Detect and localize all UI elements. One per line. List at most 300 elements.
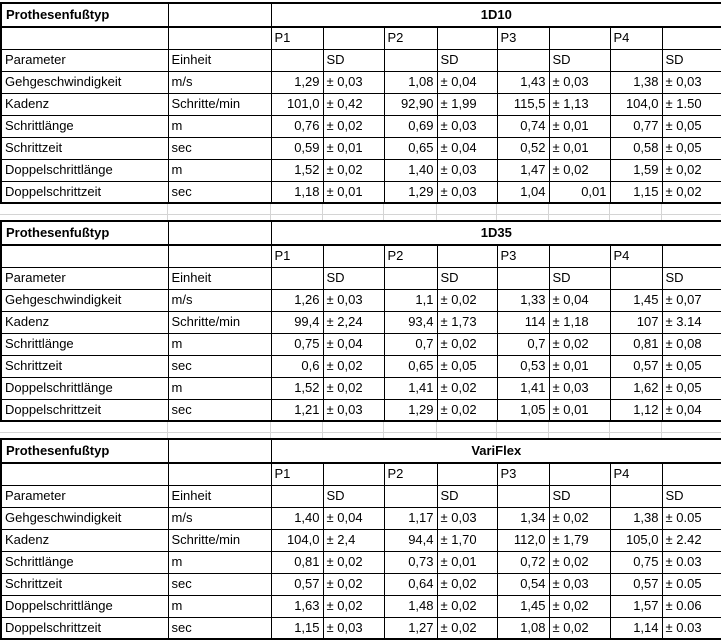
value-cell: 114 <box>497 311 549 333</box>
value-cell: 1,57 <box>610 595 662 617</box>
gridline <box>436 422 437 438</box>
parameter-header-label: Parameter <box>1 485 168 507</box>
participant-label: P3 <box>497 245 549 267</box>
sd-cell: ± 0,02 <box>437 399 497 421</box>
value-cell: 1,27 <box>384 617 437 639</box>
parameter-name: Kadenz <box>1 529 168 551</box>
sd-cell: ± 0,02 <box>323 551 384 573</box>
parameter-name: Kadenz <box>1 311 168 333</box>
table-row <box>1 507 721 529</box>
sd-cell: ± 0,08 <box>662 333 721 355</box>
value-cell: 105,0 <box>610 529 662 551</box>
empty-cell <box>323 27 384 49</box>
table-row <box>1 289 721 311</box>
sd-header-label: SD <box>549 49 610 71</box>
gridline <box>270 204 271 220</box>
table-row-participants <box>1 27 721 49</box>
sd-header-label: SD <box>662 485 721 507</box>
sd-header-label: SD <box>323 49 384 71</box>
sd-cell: ± 0,01 <box>323 137 384 159</box>
sd-cell: ± 2.42 <box>662 529 721 551</box>
table-row-header <box>1 221 721 245</box>
sd-cell: ± 0,03 <box>323 71 384 93</box>
unit-value: m <box>168 115 271 137</box>
sd-cell: ± 0,02 <box>323 595 384 617</box>
sd-header-label: SD <box>437 49 497 71</box>
value-cell: 0,65 <box>384 355 437 377</box>
gridline <box>167 422 168 438</box>
sd-header-label: SD <box>662 267 721 289</box>
empty-cell <box>437 245 497 267</box>
sd-cell: 0,01 <box>549 181 610 203</box>
sd-cell: ± 0,03 <box>549 377 610 399</box>
value-cell: 107 <box>610 311 662 333</box>
value-cell: 0,75 <box>610 551 662 573</box>
sd-cell: ± 0,07 <box>662 289 721 311</box>
parameter-header-label: Parameter <box>1 267 168 289</box>
sd-cell: ± 0,04 <box>662 399 721 421</box>
table-row <box>1 311 721 333</box>
empty-cell <box>168 245 271 267</box>
value-cell: 1,52 <box>271 159 323 181</box>
table-row <box>1 137 721 159</box>
value-cell: 0,7 <box>497 333 549 355</box>
sd-cell: ± 1,18 <box>549 311 610 333</box>
sd-cell: ± 0,03 <box>437 507 497 529</box>
value-cell: 104,0 <box>610 93 662 115</box>
sd-cell: ± 0,01 <box>549 137 610 159</box>
participant-label: P4 <box>610 27 662 49</box>
unit-value: m <box>168 377 271 399</box>
value-cell: 1,45 <box>497 595 549 617</box>
value-cell: 104,0 <box>271 529 323 551</box>
value-cell: 1,15 <box>271 617 323 639</box>
empty-cell <box>549 245 610 267</box>
value-cell: 0,69 <box>384 115 437 137</box>
gridline <box>609 204 610 220</box>
parameter-name: Schrittlänge <box>1 551 168 573</box>
parameter-name: Doppelschrittzeit <box>1 181 168 203</box>
sd-cell: ± 0,03 <box>323 399 384 421</box>
value-cell: 0,81 <box>610 333 662 355</box>
gridline <box>383 204 384 220</box>
parameter-name: Schrittzeit <box>1 573 168 595</box>
sd-cell: ± 0.03 <box>662 551 721 573</box>
empty-cell <box>662 463 721 485</box>
foot-type-header-label: Prothesenfußtyp <box>1 3 168 27</box>
sd-cell: ± 0,02 <box>662 181 721 203</box>
parameter-name: Doppelschrittlänge <box>1 159 168 181</box>
sd-cell: ± 0,02 <box>323 115 384 137</box>
parameter-name: Doppelschrittlänge <box>1 377 168 399</box>
value-cell: 0,74 <box>497 115 549 137</box>
value-cell: 1,48 <box>384 595 437 617</box>
table-row <box>1 573 721 595</box>
sd-cell: ± 0,02 <box>549 333 610 355</box>
empty-cell <box>437 463 497 485</box>
sd-cell: ± 0,04 <box>437 137 497 159</box>
value-cell: 0,57 <box>271 573 323 595</box>
gridline <box>496 422 497 438</box>
unit-value: sec <box>168 617 271 639</box>
sd-cell: ± 0,05 <box>662 137 721 159</box>
empty-cell <box>323 245 384 267</box>
sd-header-label: SD <box>549 267 610 289</box>
parameter-name: Kadenz <box>1 93 168 115</box>
value-cell: 1,29 <box>384 399 437 421</box>
sd-cell: ± 0,03 <box>549 573 610 595</box>
parameter-name: Gehgeschwindigkeit <box>1 289 168 311</box>
value-cell: 0,53 <box>497 355 549 377</box>
unit-value: sec <box>168 573 271 595</box>
prosthesis-table-1d35 <box>0 220 721 422</box>
table-row <box>1 377 721 399</box>
gridline <box>548 422 549 438</box>
value-cell: 1,41 <box>497 377 549 399</box>
empty-cell <box>168 463 271 485</box>
unit-value: m/s <box>168 289 271 311</box>
value-cell: 115,5 <box>497 93 549 115</box>
value-cell: 0,72 <box>497 551 549 573</box>
value-cell: 1,15 <box>610 181 662 203</box>
table-row <box>1 399 721 421</box>
empty-cell <box>549 27 610 49</box>
value-cell: 1,62 <box>610 377 662 399</box>
participant-label: P3 <box>497 463 549 485</box>
value-cell: 0,6 <box>271 355 323 377</box>
value-cell: 1,29 <box>271 71 323 93</box>
empty-cell <box>610 485 662 507</box>
sd-cell: ± 0,03 <box>323 289 384 311</box>
empty-cell <box>497 485 549 507</box>
sd-cell: ± 0,01 <box>549 355 610 377</box>
value-cell: 1,43 <box>497 71 549 93</box>
unit-value: m <box>168 159 271 181</box>
empty-cell <box>271 267 323 289</box>
value-cell: 1,41 <box>384 377 437 399</box>
value-cell: 1,34 <box>497 507 549 529</box>
sd-cell: ± 0,05 <box>662 115 721 137</box>
unit-header-label: Einheit <box>168 49 271 71</box>
sd-cell: ± 0,01 <box>437 551 497 573</box>
gridline <box>322 204 323 220</box>
unit-value: Schritte/min <box>168 311 271 333</box>
value-cell: 1,08 <box>497 617 549 639</box>
value-cell: 1,12 <box>610 399 662 421</box>
table-row-participants <box>1 463 721 485</box>
table-row-participants <box>1 245 721 267</box>
table-row-column-headers <box>1 485 721 507</box>
empty-cell <box>323 463 384 485</box>
unit-value: Schritte/min <box>168 529 271 551</box>
table-row-column-headers <box>1 49 721 71</box>
empty-cell <box>497 267 549 289</box>
sd-cell: ± 0,03 <box>437 181 497 203</box>
gridline <box>548 204 549 220</box>
foot-type-header-label: Prothesenfußtyp <box>1 221 168 245</box>
empty-cell <box>271 49 323 71</box>
parameter-name: Gehgeschwindigkeit <box>1 507 168 529</box>
sd-cell: ± 0,01 <box>323 181 384 203</box>
unit-value: m <box>168 551 271 573</box>
value-cell: 1,21 <box>271 399 323 421</box>
sd-header-label: SD <box>549 485 610 507</box>
sd-cell: ± 0,02 <box>323 159 384 181</box>
value-cell: 1,38 <box>610 507 662 529</box>
sd-cell: ± 0,05 <box>437 355 497 377</box>
value-cell: 1,38 <box>610 71 662 93</box>
sd-cell: ± 0,02 <box>323 355 384 377</box>
empty-cell <box>610 267 662 289</box>
sd-cell: ± 0,04 <box>323 333 384 355</box>
sd-cell: ± 1,70 <box>437 529 497 551</box>
table-row <box>1 159 721 181</box>
parameter-header-label: Parameter <box>1 49 168 71</box>
value-cell: 1,45 <box>610 289 662 311</box>
foot-type-title: VariFlex <box>271 439 721 463</box>
value-cell: 0,65 <box>384 137 437 159</box>
sd-cell: ± 0,02 <box>323 573 384 595</box>
participant-label: P2 <box>384 27 437 49</box>
gridline <box>322 422 323 438</box>
sd-cell: ± 0,03 <box>437 159 497 181</box>
value-cell: 1,29 <box>384 181 437 203</box>
gridline <box>383 422 384 438</box>
gridline <box>609 422 610 438</box>
value-cell: 1,08 <box>384 71 437 93</box>
value-cell: 99,4 <box>271 311 323 333</box>
sd-cell: ± 0,02 <box>549 595 610 617</box>
value-cell: 1,40 <box>384 159 437 181</box>
table-row <box>1 529 721 551</box>
sd-cell: ± 0,04 <box>323 507 384 529</box>
sd-cell: ± 0,03 <box>549 71 610 93</box>
table-row-column-headers <box>1 267 721 289</box>
table-row <box>1 355 721 377</box>
parameter-name: Doppelschrittzeit <box>1 399 168 421</box>
participant-label: P4 <box>610 245 662 267</box>
participant-label: P1 <box>271 463 323 485</box>
parameter-name: Schrittzeit <box>1 137 168 159</box>
gridline <box>436 204 437 220</box>
empty-cell <box>610 49 662 71</box>
value-cell: 0,76 <box>271 115 323 137</box>
value-cell: 1,63 <box>271 595 323 617</box>
sd-cell: ± 0,05 <box>662 377 721 399</box>
gridline <box>167 204 168 220</box>
empty-cell <box>168 439 271 463</box>
unit-value: sec <box>168 181 271 203</box>
value-cell: 0,73 <box>384 551 437 573</box>
sd-cell: ± 0.06 <box>662 595 721 617</box>
value-cell: 1,59 <box>610 159 662 181</box>
sd-cell: ± 0,02 <box>437 289 497 311</box>
sd-header-label: SD <box>323 485 384 507</box>
parameter-name: Doppelschrittlänge <box>1 595 168 617</box>
sd-cell: ± 1,13 <box>549 93 610 115</box>
unit-value: m <box>168 595 271 617</box>
gridline <box>0 432 721 433</box>
sd-cell: ± 0,02 <box>549 551 610 573</box>
empty-cell <box>497 49 549 71</box>
sd-cell: ± 0,02 <box>437 377 497 399</box>
sd-cell: ± 0,02 <box>662 159 721 181</box>
empty-cell <box>549 463 610 485</box>
participant-label: P1 <box>271 245 323 267</box>
sd-header-label: SD <box>323 267 384 289</box>
value-cell: 0,59 <box>271 137 323 159</box>
participant-label: P1 <box>271 27 323 49</box>
value-cell: 1,18 <box>271 181 323 203</box>
gridline <box>661 422 662 438</box>
table-row <box>1 595 721 617</box>
empty-cell <box>384 267 437 289</box>
sd-cell: ± 0,02 <box>323 377 384 399</box>
unit-header-label: Einheit <box>168 267 271 289</box>
gridline <box>0 214 721 215</box>
value-cell: 1,26 <box>271 289 323 311</box>
sd-header-label: SD <box>662 49 721 71</box>
empty-cell <box>1 27 168 49</box>
sd-cell: ± 2,24 <box>323 311 384 333</box>
gridline <box>496 204 497 220</box>
sd-cell: ± 0,02 <box>549 507 610 529</box>
sd-cell: ± 0,01 <box>549 115 610 137</box>
sd-header-label: SD <box>437 267 497 289</box>
sd-cell: ± 0.03 <box>662 617 721 639</box>
value-cell: 94,4 <box>384 529 437 551</box>
empty-cell <box>168 221 271 245</box>
value-cell: 1,40 <box>271 507 323 529</box>
empty-cell <box>437 27 497 49</box>
unit-header-label: Einheit <box>168 485 271 507</box>
table-row <box>1 551 721 573</box>
value-cell: 1,52 <box>271 377 323 399</box>
sd-cell: ± 0,02 <box>549 159 610 181</box>
table-row <box>1 181 721 203</box>
empty-cell <box>384 485 437 507</box>
participant-label: P4 <box>610 463 662 485</box>
sd-cell: ± 1,99 <box>437 93 497 115</box>
value-cell: 93,4 <box>384 311 437 333</box>
value-cell: 112,0 <box>497 529 549 551</box>
foot-type-title: 1D35 <box>271 221 721 245</box>
participant-label: P2 <box>384 245 437 267</box>
value-cell: 0,77 <box>610 115 662 137</box>
value-cell: 1,1 <box>384 289 437 311</box>
unit-value: m/s <box>168 71 271 93</box>
sd-cell: ± 0,05 <box>662 355 721 377</box>
value-cell: 0,75 <box>271 333 323 355</box>
value-cell: 0,57 <box>610 573 662 595</box>
parameter-name: Gehgeschwindigkeit <box>1 71 168 93</box>
empty-cell <box>271 485 323 507</box>
table-row-header <box>1 3 721 27</box>
sd-cell: ± 1,73 <box>437 311 497 333</box>
table-row <box>1 333 721 355</box>
value-cell: 1,17 <box>384 507 437 529</box>
sd-cell: ± 0.05 <box>662 507 721 529</box>
participant-label: P2 <box>384 463 437 485</box>
value-cell: 1,47 <box>497 159 549 181</box>
empty-cell <box>662 27 721 49</box>
table-row <box>1 617 721 639</box>
sd-cell: ± 2,4 <box>323 529 384 551</box>
value-cell: 1,05 <box>497 399 549 421</box>
sd-cell: ± 0,04 <box>549 289 610 311</box>
sd-cell: ± 0,02 <box>549 617 610 639</box>
value-cell: 1,14 <box>610 617 662 639</box>
parameter-name: Schrittlänge <box>1 333 168 355</box>
table-row <box>1 71 721 93</box>
value-cell: 0,57 <box>610 355 662 377</box>
table-row-header <box>1 439 721 463</box>
value-cell: 1,33 <box>497 289 549 311</box>
value-cell: 101,0 <box>271 93 323 115</box>
value-cell: 92,90 <box>384 93 437 115</box>
empty-cell <box>1 463 168 485</box>
sd-cell: ± 0,04 <box>437 71 497 93</box>
unit-value: sec <box>168 399 271 421</box>
sd-cell: ± 0,02 <box>437 617 497 639</box>
sd-cell: ± 0,42 <box>323 93 384 115</box>
unit-value: Schritte/min <box>168 93 271 115</box>
empty-cell <box>662 245 721 267</box>
sd-cell: ± 3.14 <box>662 311 721 333</box>
sd-cell: ± 0,02 <box>437 333 497 355</box>
sd-cell: ± 0,03 <box>323 617 384 639</box>
table-gap-gridlines <box>0 422 721 438</box>
empty-cell <box>168 3 271 27</box>
sd-cell: ± 1.50 <box>662 93 721 115</box>
unit-value: m/s <box>168 507 271 529</box>
table-gap-gridlines <box>0 204 721 220</box>
value-cell: 1,04 <box>497 181 549 203</box>
parameter-name: Schrittzeit <box>1 355 168 377</box>
sd-cell: ± 0,02 <box>437 573 497 595</box>
prosthesis-table-variflex <box>0 438 721 640</box>
sd-header-label: SD <box>437 485 497 507</box>
sd-cell: ± 0,02 <box>437 595 497 617</box>
gridline <box>270 422 271 438</box>
table-row <box>1 93 721 115</box>
gridline <box>661 204 662 220</box>
parameter-name: Doppelschrittzeit <box>1 617 168 639</box>
sd-cell: ± 0,03 <box>662 71 721 93</box>
participant-label: P3 <box>497 27 549 49</box>
value-cell: 0,58 <box>610 137 662 159</box>
parameter-name: Schrittlänge <box>1 115 168 137</box>
prosthesis-table-1d10 <box>0 2 721 204</box>
sd-cell: ± 1,79 <box>549 529 610 551</box>
foot-type-header-label: Prothesenfußtyp <box>1 439 168 463</box>
sd-cell: ± 0,03 <box>437 115 497 137</box>
value-cell: 0,64 <box>384 573 437 595</box>
unit-value: sec <box>168 355 271 377</box>
sd-cell: ± 0,01 <box>549 399 610 421</box>
value-cell: 0,52 <box>497 137 549 159</box>
value-cell: 0,81 <box>271 551 323 573</box>
table-row <box>1 115 721 137</box>
unit-value: m <box>168 333 271 355</box>
foot-type-title: 1D10 <box>271 3 721 27</box>
value-cell: 0,54 <box>497 573 549 595</box>
empty-cell <box>1 245 168 267</box>
unit-value: sec <box>168 137 271 159</box>
sd-cell: ± 0.05 <box>662 573 721 595</box>
empty-cell <box>384 49 437 71</box>
empty-cell <box>168 27 271 49</box>
